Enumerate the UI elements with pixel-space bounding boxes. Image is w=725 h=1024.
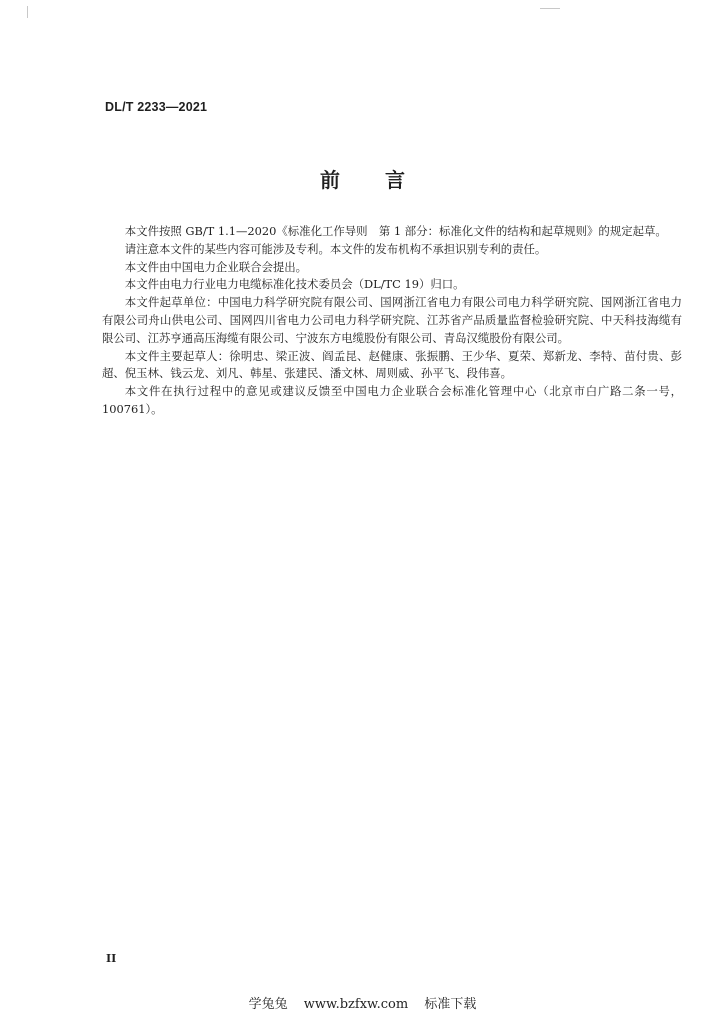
paragraph-feedback: 本文件在执行过程中的意见或建议反馈至中国电力企业联合会标准化管理中心（北京市白广路二条一号，100761）。 [102,384,682,416]
page-title: 前 言 [320,168,405,192]
paragraph-patent-notice: 请注意本文件的某些内容可能涉及专利。本文件的发布机构不承担识别专利的责任。 [124,241,547,256]
paragraph-proposed-by: 本文件由中国电力企业联合会提出。 [124,259,308,274]
paragraph-administered-by: 本文件由电力行业电力电缆标准化技术委员会（DL/TC 19）归口。 [124,277,465,292]
foreword-body [102,223,682,419]
footer-site-name: 学兔兔 [248,997,288,1012]
scan-mark-left [27,6,28,18]
paragraph-drafting-units: 本文件起草单位：中国电力科学研究院有限公司、国网浙江省电力有限公司电力科学研究院、国网浙江省电力有限公司舟山供电公司、国网四川省电力公司电力科学研究院、江苏省产品质量监督检验研究院、中天科技海缆有限公司、江苏亨通高压海缆有限公司、宁波东方电缆股份有限公司、青岛汉缆股份有限公司。 [102,295,682,345]
paragraph-drafters: 本文件主要起草人：徐明忠、梁正波、阎孟昆、赵健康、张振鹏、王少华、夏荣、郑新龙、李特、苗付贵、彭超、倪玉林、钱云龙、刘凡、韩星、张建民、潘文林、周则威、孙平飞、段伟喜。 [102,348,682,381]
scan-mark-top [540,8,560,9]
footer-tagline: 标准下载 [424,997,477,1012]
footer [0,993,725,1012]
paragraph-drafting-rules: 本文件按照 GB/T 1.1—2020《标准化工作导则 第 1 部分：标准化文件的结构和起草规则》的规定起草。 [124,224,667,238]
page-number: II [106,952,117,965]
standard-code: DL/T 2233—2021 [105,100,208,114]
footer-url-link[interactable]: www.bzfxw.com [303,997,409,1012]
